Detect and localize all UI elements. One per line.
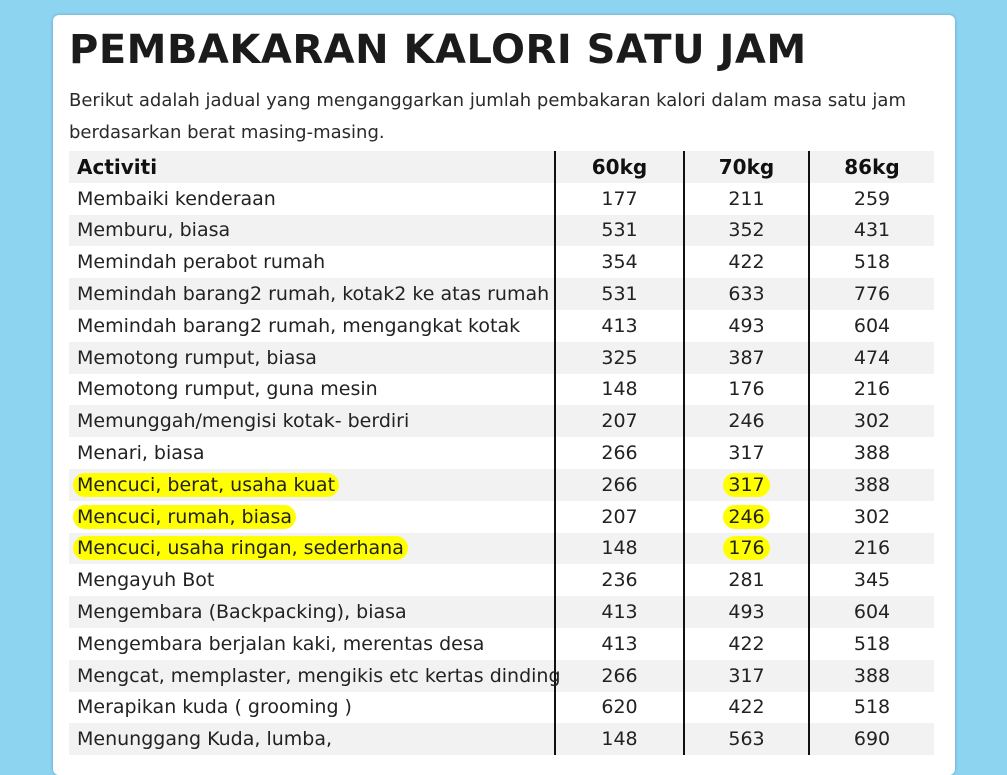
cell-60kg-text: 531	[601, 219, 638, 242]
cell-86kg	[809, 564, 934, 596]
cell-60kg-text: 354	[601, 251, 638, 274]
cell-86kg	[809, 533, 934, 565]
cell-60kg	[555, 405, 684, 437]
table-row	[69, 564, 934, 596]
cell-86kg-text: 518	[853, 251, 891, 274]
cell-activity	[69, 533, 555, 565]
cell-70kg-text: 493	[728, 314, 765, 337]
table-header-row	[69, 151, 934, 183]
cell-activity	[69, 246, 555, 278]
cell-activity-text: Memindah barang2 rumah, mengangkat kotak	[77, 314, 521, 337]
cell-60kg-text: 148	[601, 537, 638, 560]
cell-70kg	[684, 469, 809, 501]
cell-activity	[69, 215, 555, 247]
cell-60kg-text: 266	[601, 473, 638, 496]
cell-60kg	[555, 501, 684, 533]
cell-activity-text: Memindah barang2 rumah, kotak2 ke atas rumah	[77, 283, 550, 306]
cell-activity	[69, 723, 555, 755]
cell-86kg	[809, 692, 934, 724]
cell-activity-text: Mencuci, usaha ringan, sederhana	[73, 536, 408, 560]
cell-60kg	[555, 723, 684, 755]
cell-activity-text: Mengcat, memplaster, mengikis etc kertas dinding	[77, 664, 561, 687]
cell-86kg-text: 388	[853, 664, 891, 687]
cell-86kg	[809, 596, 934, 628]
cell-70kg-text: 246	[723, 505, 769, 529]
page-title: PEMBAKARAN KALORI SATU JAM	[69, 27, 807, 73]
cell-70kg	[684, 405, 809, 437]
cell-86kg	[809, 374, 934, 406]
cell-86kg-text: 518	[853, 632, 891, 655]
cell-70kg-text: 493	[728, 601, 765, 624]
cell-86kg-text: 259	[853, 187, 891, 210]
cell-86kg-text: 216	[853, 537, 891, 560]
cell-86kg-text: 216	[853, 378, 891, 401]
table-row	[69, 533, 934, 565]
cell-70kg	[684, 374, 809, 406]
cell-86kg	[809, 246, 934, 278]
cell-60kg-text: 620	[601, 696, 638, 719]
cell-86kg	[809, 660, 934, 692]
cell-86kg-text: 388	[853, 442, 891, 465]
table-row	[69, 183, 934, 215]
cell-86kg	[809, 501, 934, 533]
cell-activity	[69, 501, 555, 533]
cell-60kg	[555, 278, 684, 310]
cell-60kg-text: 413	[601, 314, 638, 337]
cell-86kg	[809, 310, 934, 342]
cell-activity	[69, 660, 561, 692]
cell-activity	[69, 692, 555, 724]
cell-86kg	[809, 405, 934, 437]
cell-activity-text: Memotong rumput, biasa	[77, 346, 317, 369]
cell-60kg-text: 325	[601, 346, 638, 369]
cell-86kg-text: 388	[853, 473, 891, 496]
cell-60kg-text: 266	[601, 664, 638, 687]
cell-70kg	[684, 437, 809, 469]
content-card	[53, 15, 955, 775]
table-row	[69, 628, 934, 660]
cell-60kg	[555, 310, 684, 342]
cell-70kg-text: 176	[728, 378, 765, 401]
cell-60kg	[555, 437, 684, 469]
cell-70kg	[684, 342, 809, 374]
cell-activity	[69, 310, 555, 342]
table-row	[69, 246, 934, 278]
cell-70kg-text: 352	[728, 219, 765, 242]
table-row	[69, 596, 934, 628]
cell-70kg-text: 317	[728, 442, 765, 465]
cell-60kg	[555, 469, 684, 501]
table-row	[69, 660, 934, 692]
cell-86kg-text: 690	[853, 728, 891, 751]
cell-60kg-text: 413	[601, 601, 638, 624]
cell-60kg	[555, 246, 684, 278]
cell-70kg	[684, 692, 809, 724]
cell-activity	[69, 628, 555, 660]
cell-60kg	[555, 183, 684, 215]
cell-86kg-text: 302	[853, 410, 891, 433]
cell-60kg-text: 266	[601, 442, 638, 465]
cell-activity	[69, 596, 555, 628]
cell-86kg	[809, 437, 934, 469]
cell-60kg	[555, 342, 684, 374]
table-row	[69, 501, 934, 533]
table-row	[69, 374, 934, 406]
cell-86kg	[809, 183, 934, 215]
header-86kg: 86kg	[809, 151, 934, 183]
cell-70kg-text: 246	[728, 410, 765, 433]
table-row	[69, 215, 934, 247]
cell-60kg-text: 207	[601, 410, 638, 433]
cell-70kg	[684, 183, 809, 215]
table-row	[69, 692, 934, 724]
cell-70kg	[684, 501, 809, 533]
cell-activity	[69, 278, 555, 310]
cell-70kg-text: 317	[728, 664, 765, 687]
cell-activity	[69, 183, 555, 215]
cell-70kg-text: 422	[728, 696, 765, 719]
cell-activity-text: Memotong rumput, guna mesin	[77, 378, 378, 401]
table-row	[69, 723, 934, 755]
cell-70kg	[684, 723, 809, 755]
cell-70kg	[684, 628, 809, 660]
table-row	[69, 469, 934, 501]
cell-70kg	[684, 215, 809, 247]
header-60kg: 60kg	[555, 151, 684, 183]
header-70kg: 70kg	[684, 151, 809, 183]
cell-activity-text: Membaiki kenderaan	[77, 187, 276, 210]
calorie-table	[69, 151, 934, 755]
cell-60kg	[555, 596, 684, 628]
cell-activity-text: Menunggang Kuda, lumba,	[77, 728, 333, 751]
table-row	[69, 437, 934, 469]
table-row	[69, 342, 934, 374]
cell-86kg-text: 302	[853, 505, 891, 528]
cell-activity	[69, 469, 555, 501]
table-row	[69, 278, 934, 310]
cell-70kg	[684, 564, 809, 596]
cell-86kg	[809, 215, 934, 247]
cell-activity-text: Mencuci, rumah, biasa	[73, 505, 296, 529]
cell-activity-text: Memburu, biasa	[77, 219, 231, 242]
cell-70kg-text: 176	[723, 536, 769, 560]
cell-60kg-text: 148	[601, 378, 638, 401]
cell-86kg-text: 474	[853, 346, 891, 369]
cell-60kg	[555, 533, 684, 565]
cell-70kg-text: 387	[728, 346, 765, 369]
cell-activity-text: Mengembara berjalan kaki, merentas desa	[77, 632, 485, 655]
cell-activity	[69, 437, 555, 469]
cell-activity-text: Menari, biasa	[77, 442, 205, 465]
cell-60kg	[555, 628, 684, 660]
cell-activity-text: Mengembara (Backpacking), biasa	[77, 601, 407, 624]
cell-activity-text: Mengayuh Bot	[77, 569, 215, 592]
table-body	[69, 183, 934, 755]
cell-60kg-text: 236	[601, 569, 638, 592]
cell-86kg-text: 604	[853, 314, 891, 337]
cell-70kg	[684, 310, 809, 342]
cell-70kg-text: 317	[723, 473, 769, 497]
cell-60kg	[555, 215, 684, 247]
cell-86kg-text: 345	[853, 569, 891, 592]
page-description: Berikut adalah jadual yang menganggarkan jumlah pembakaran kalori dalam masa satu jam berdasarkan berat masing-masing.	[69, 90, 906, 143]
cell-70kg	[684, 533, 809, 565]
cell-activity	[69, 374, 555, 406]
cell-60kg	[555, 374, 684, 406]
cell-70kg-text: 422	[728, 251, 765, 274]
cell-60kg	[555, 692, 684, 724]
cell-86kg	[809, 628, 934, 660]
cell-86kg	[809, 469, 934, 501]
cell-60kg-text: 207	[601, 505, 638, 528]
cell-70kg-text: 281	[728, 569, 765, 592]
cell-70kg	[684, 596, 809, 628]
cell-activity	[69, 564, 555, 596]
cell-60kg	[555, 564, 684, 596]
cell-activity	[69, 342, 555, 374]
cell-86kg-text: 604	[853, 601, 891, 624]
cell-60kg-text: 413	[601, 632, 638, 655]
cell-70kg	[684, 246, 809, 278]
header-activity: Activiti	[69, 151, 555, 183]
cell-70kg-text: 563	[728, 728, 765, 751]
cell-activity-text: Mencuci, berat, usaha kuat	[73, 473, 339, 497]
cell-activity-text: Memindah perabot rumah	[77, 251, 326, 274]
cell-70kg-text: 422	[728, 632, 765, 655]
cell-60kg	[555, 660, 684, 692]
cell-86kg	[809, 278, 934, 310]
cell-activity-text: Memunggah/mengisi kotak- berdiri	[77, 410, 410, 433]
cell-70kg	[684, 660, 809, 692]
cell-86kg	[809, 723, 934, 755]
cell-70kg-text: 211	[728, 187, 765, 210]
cell-70kg	[684, 278, 809, 310]
table-row	[69, 405, 934, 437]
cell-70kg-text: 633	[728, 283, 765, 306]
cell-activity	[69, 405, 555, 437]
cell-60kg-text: 148	[601, 728, 638, 751]
cell-60kg-text: 531	[601, 283, 638, 306]
cell-86kg	[809, 342, 934, 374]
cell-86kg-text: 776	[853, 283, 891, 306]
cell-86kg-text: 518	[853, 696, 891, 719]
table-row	[69, 310, 934, 342]
cell-86kg-text: 431	[853, 219, 891, 242]
cell-activity-text: Merapikan kuda ( grooming )	[77, 696, 352, 719]
cell-60kg-text: 177	[601, 187, 638, 210]
